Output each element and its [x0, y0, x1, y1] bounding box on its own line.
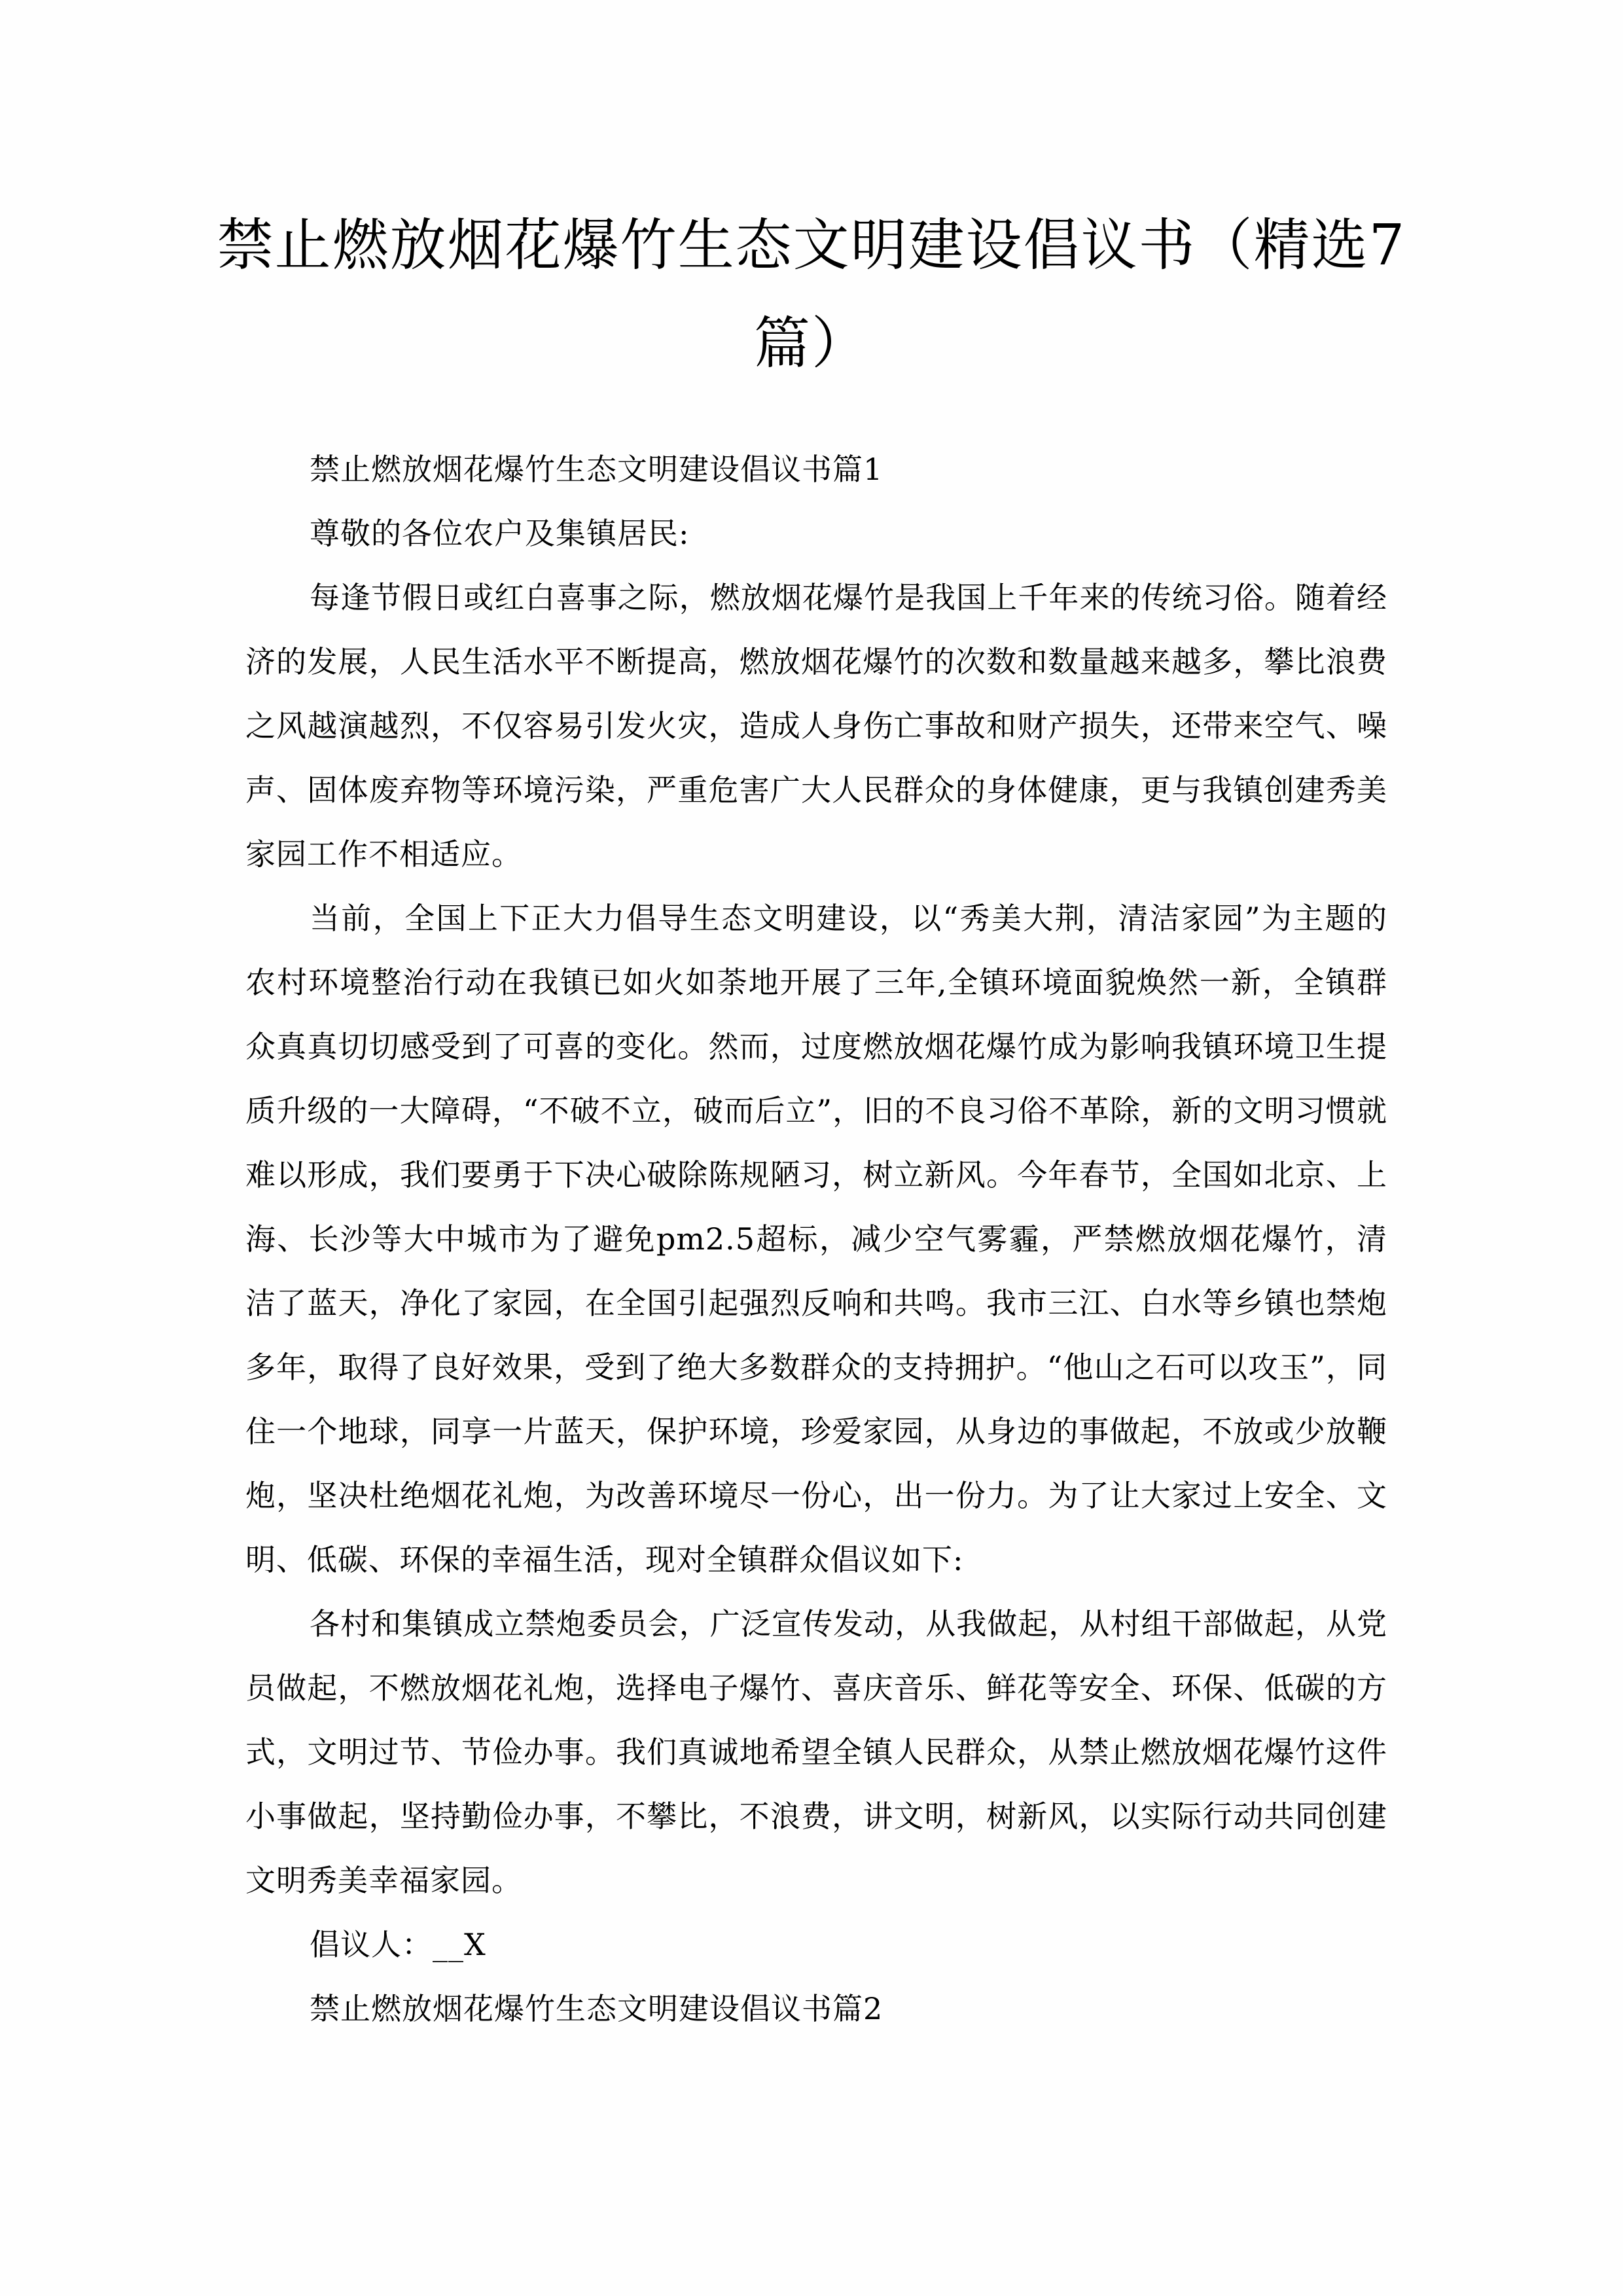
section-heading-2: 禁止燃放烟花爆竹生态文明建设倡议书篇2 [310, 1991, 883, 2026]
document-title: 禁止燃放烟花爆竹生态文明建设倡议书（精选7篇） [217, 213, 1406, 376]
salutation: 尊敬的各位农户及集镇居民: [310, 516, 690, 551]
section-heading-1: 禁止燃放烟花爆竹生态文明建设倡议书篇1 [310, 452, 883, 487]
paragraph-context: 当前，全国上下正大力倡导生态文明建设，以“秀美大荆，清洁家园”为主题的农村环境整治行动在我镇已如火如荼地开展了三年,全镇环境面貌焕然一新，全镇群众真真切切感受到了可喜的变化。然而，过度燃放烟花爆竹成为影响我镇环境卫生提质升级的一大障碍，“不破不立，破而后立”，旧的不良习俗不革除，新的文明习惯就难以形成，我们要勇于下决心破除陈规陋习，树立新风。今年春节，全国如北京、上海、长沙等大中城市为了避免pm2.5超标，减少空气雾霾，严禁燃放烟花爆竹，清洁了蓝天，净化了家园，在全国引起强烈反响和共鸣。我市三江、白水等乡镇也禁炮多年，取得了良好效果，受到了绝大多数群众的支持拥护。“他山之石可以攻玉”，同住一个地球，同享一片蓝天，保护环境，珍爱家园，从身边的事做起，不放或少放鞭炮，坚决杜绝烟花礼炮，为改善环境尽一份心，出一份力。为了让大家过上安全、文明、低碳、环保的幸福生活，现对全镇群众倡议如下: [245, 901, 1387, 1577]
paragraph-intro: 每逢节假日或红白喜事之际，燃放烟花爆竹是我国上千年来的传统习俗。随着经济的发展，人民生活水平不断提高，燃放烟花爆竹的次数和数量越来越多，攀比浪费之风越演越烈，不仅容易引发火灾，造成人身伤亡事故和财产损失，还带来空气、噪声、固体废弃物等环境污染，严重危害广大人民群众的身体健康，更与我镇创建秀美家园工作不相适应。 [245, 580, 1387, 872]
document-body [245, 437, 1387, 2041]
paragraph-proposal: 各村和集镇成立禁炮委员会，广泛宣传发动，从我做起，从村组干部做起，从党员做起，不燃放烟花礼炮，选择电子爆竹、喜庆音乐、鲜花等安全、环保、低碳的方式，文明过节、节俭办事。我们真诚地希望全镇人民群众，从禁止燃放烟花爆竹这件小事做起，坚持勤俭办事，不攀比，不浪费，讲文明，树新风，以实际行动共同创建文明秀美幸福家园。 [245, 1606, 1387, 1898]
signature-line: 倡议人：__X [310, 1927, 486, 1962]
